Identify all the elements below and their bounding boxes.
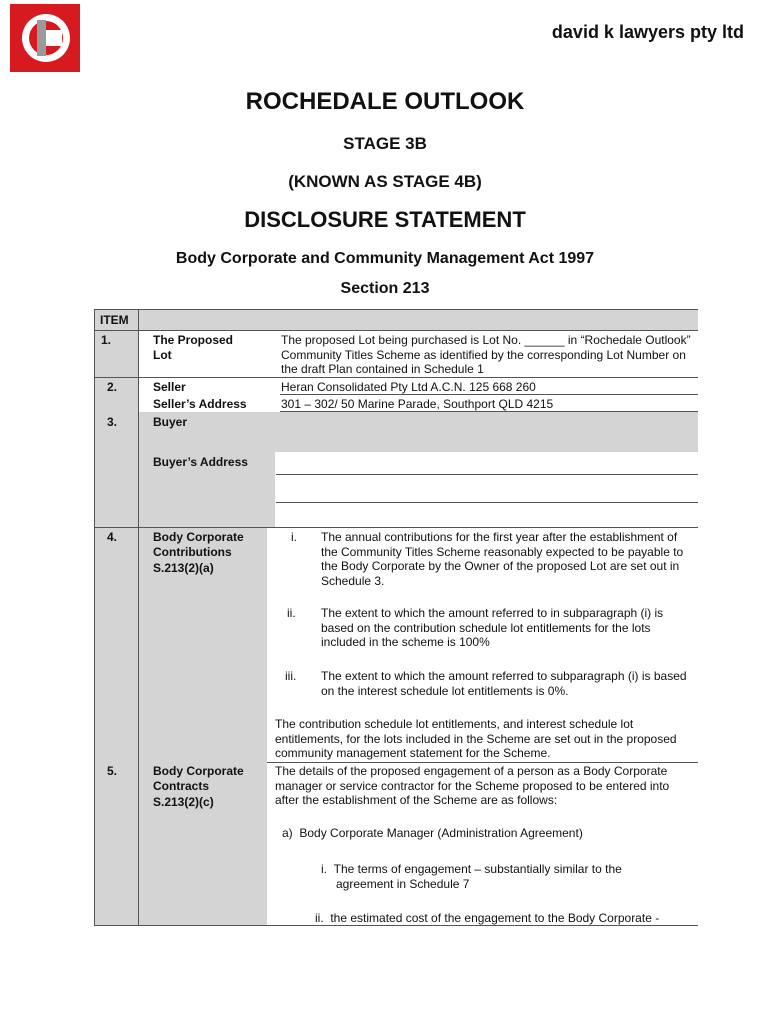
row-3-number: 3. — [107, 415, 118, 429]
buyer-address-label: Buyer’s Address — [153, 455, 248, 469]
contracts-sub-ii: ii. the estimated cost of the engagement to the Body Corporate - — [315, 911, 660, 925]
buyer-gap-shade — [266, 452, 275, 527]
act-title: Body Corporate and Community Management Act 1997 — [175, 250, 595, 267]
contrib-item-iii-text: The extent to which the amount referred to subparagraph (i) is based on the interest schedule lot entitlements is 0%. — [321, 669, 687, 698]
buyer-label: Buyer — [153, 415, 188, 429]
contracts-label: Body Corporate Contracts — [153, 764, 244, 793]
section-title: Section 213 — [340, 280, 430, 297]
table-left-border — [94, 309, 95, 925]
buyer-address-line-2 — [276, 502, 698, 503]
row4-border — [267, 762, 698, 763]
row-4-number: 4. — [107, 530, 118, 544]
contrib-item-iii-marker: iii. — [285, 669, 297, 683]
known-as-title: (KNOWN AS STAGE 4B) — [288, 172, 482, 191]
project-title: ROCHEDALE OUTLOOK — [245, 88, 525, 115]
seller-address-value: 301 – 302/ 50 Marine Parade, Southport QLD 4215 — [281, 397, 554, 411]
contracts-intro-text: The details of the proposed engagement of a person as a Body Corporate manager or service contractor for the Scheme proposed to be entered into after the establishment of the Scheme are as follows: — [275, 764, 670, 807]
document-type-title: DISCLOSURE STATEMENT — [244, 207, 526, 232]
item-column-divider — [138, 309, 139, 925]
seller-value: Heran Consolidated Pty Ltd A.C.N. 125 668 260 — [281, 380, 536, 394]
row-1-label: The Proposed Lot — [153, 333, 234, 362]
header-row-shade — [139, 309, 698, 330]
header-row-border — [94, 330, 698, 331]
contrib-item-ii-marker: ii. — [287, 606, 296, 620]
seller-address-label: Seller’s Address — [153, 397, 247, 411]
contrib-closing-text: The contribution schedule lot entitlements, and interest schedule lot entitlements, for the lots included in the Scheme are set out in the proposed community management statement for the Scheme. — [275, 717, 677, 760]
contrib-item-i-marker: i. — [291, 530, 297, 544]
buyer-field-shade — [266, 412, 698, 452]
contracts-sub-i: i. The terms of engagement – substantially similar to the agreement in Schedule 7 — [321, 862, 622, 891]
contrib-label-shade — [139, 527, 267, 925]
buyer-address-line-1 — [276, 474, 698, 475]
item-header: ITEM — [100, 313, 129, 327]
row1-border — [94, 377, 698, 378]
row3-border — [94, 527, 698, 528]
stage-title: STAGE 3B — [343, 134, 427, 153]
firm-name: david k lawyers pty ltd — [551, 22, 744, 42]
contributions-label: Body Corporate Contributions — [153, 530, 244, 559]
contributions-ref: S.213(2)(a) — [153, 561, 214, 575]
item-column-shade — [94, 309, 138, 925]
row-5-number: 5. — [107, 764, 118, 778]
table-top-border — [94, 309, 698, 310]
contrib-item-i-text: The annual contributions for the first year after the establishment of the Community Titles Scheme reasonably expected to be payable to the Body Corporate by the Owner of the proposed Lot are set out in Schedule 3. — [321, 530, 684, 588]
row-1-number: 1. — [101, 333, 112, 347]
row-1-text: The proposed Lot being purchased is Lot No. ______ in “Rochedale Outlook” Community Titles Scheme as identified by the corresponding Lot Number on the draft Plan contained in Schedule 1 — [281, 333, 691, 376]
seller-label: Seller — [153, 380, 186, 394]
row-2-number: 2. — [107, 380, 118, 394]
contrib-item-ii-text: The extent to which the amount referred to in subparagraph (i) is based on the contribution schedule lot entitlements for the lots included in the scheme is 100% — [321, 606, 664, 649]
contracts-ref: S.213(2)(c) — [153, 795, 214, 809]
contracts-sub-a: a) Body Corporate Manager (Administration Agreement) — [282, 826, 583, 840]
firm-logo-icon — [10, 4, 80, 72]
